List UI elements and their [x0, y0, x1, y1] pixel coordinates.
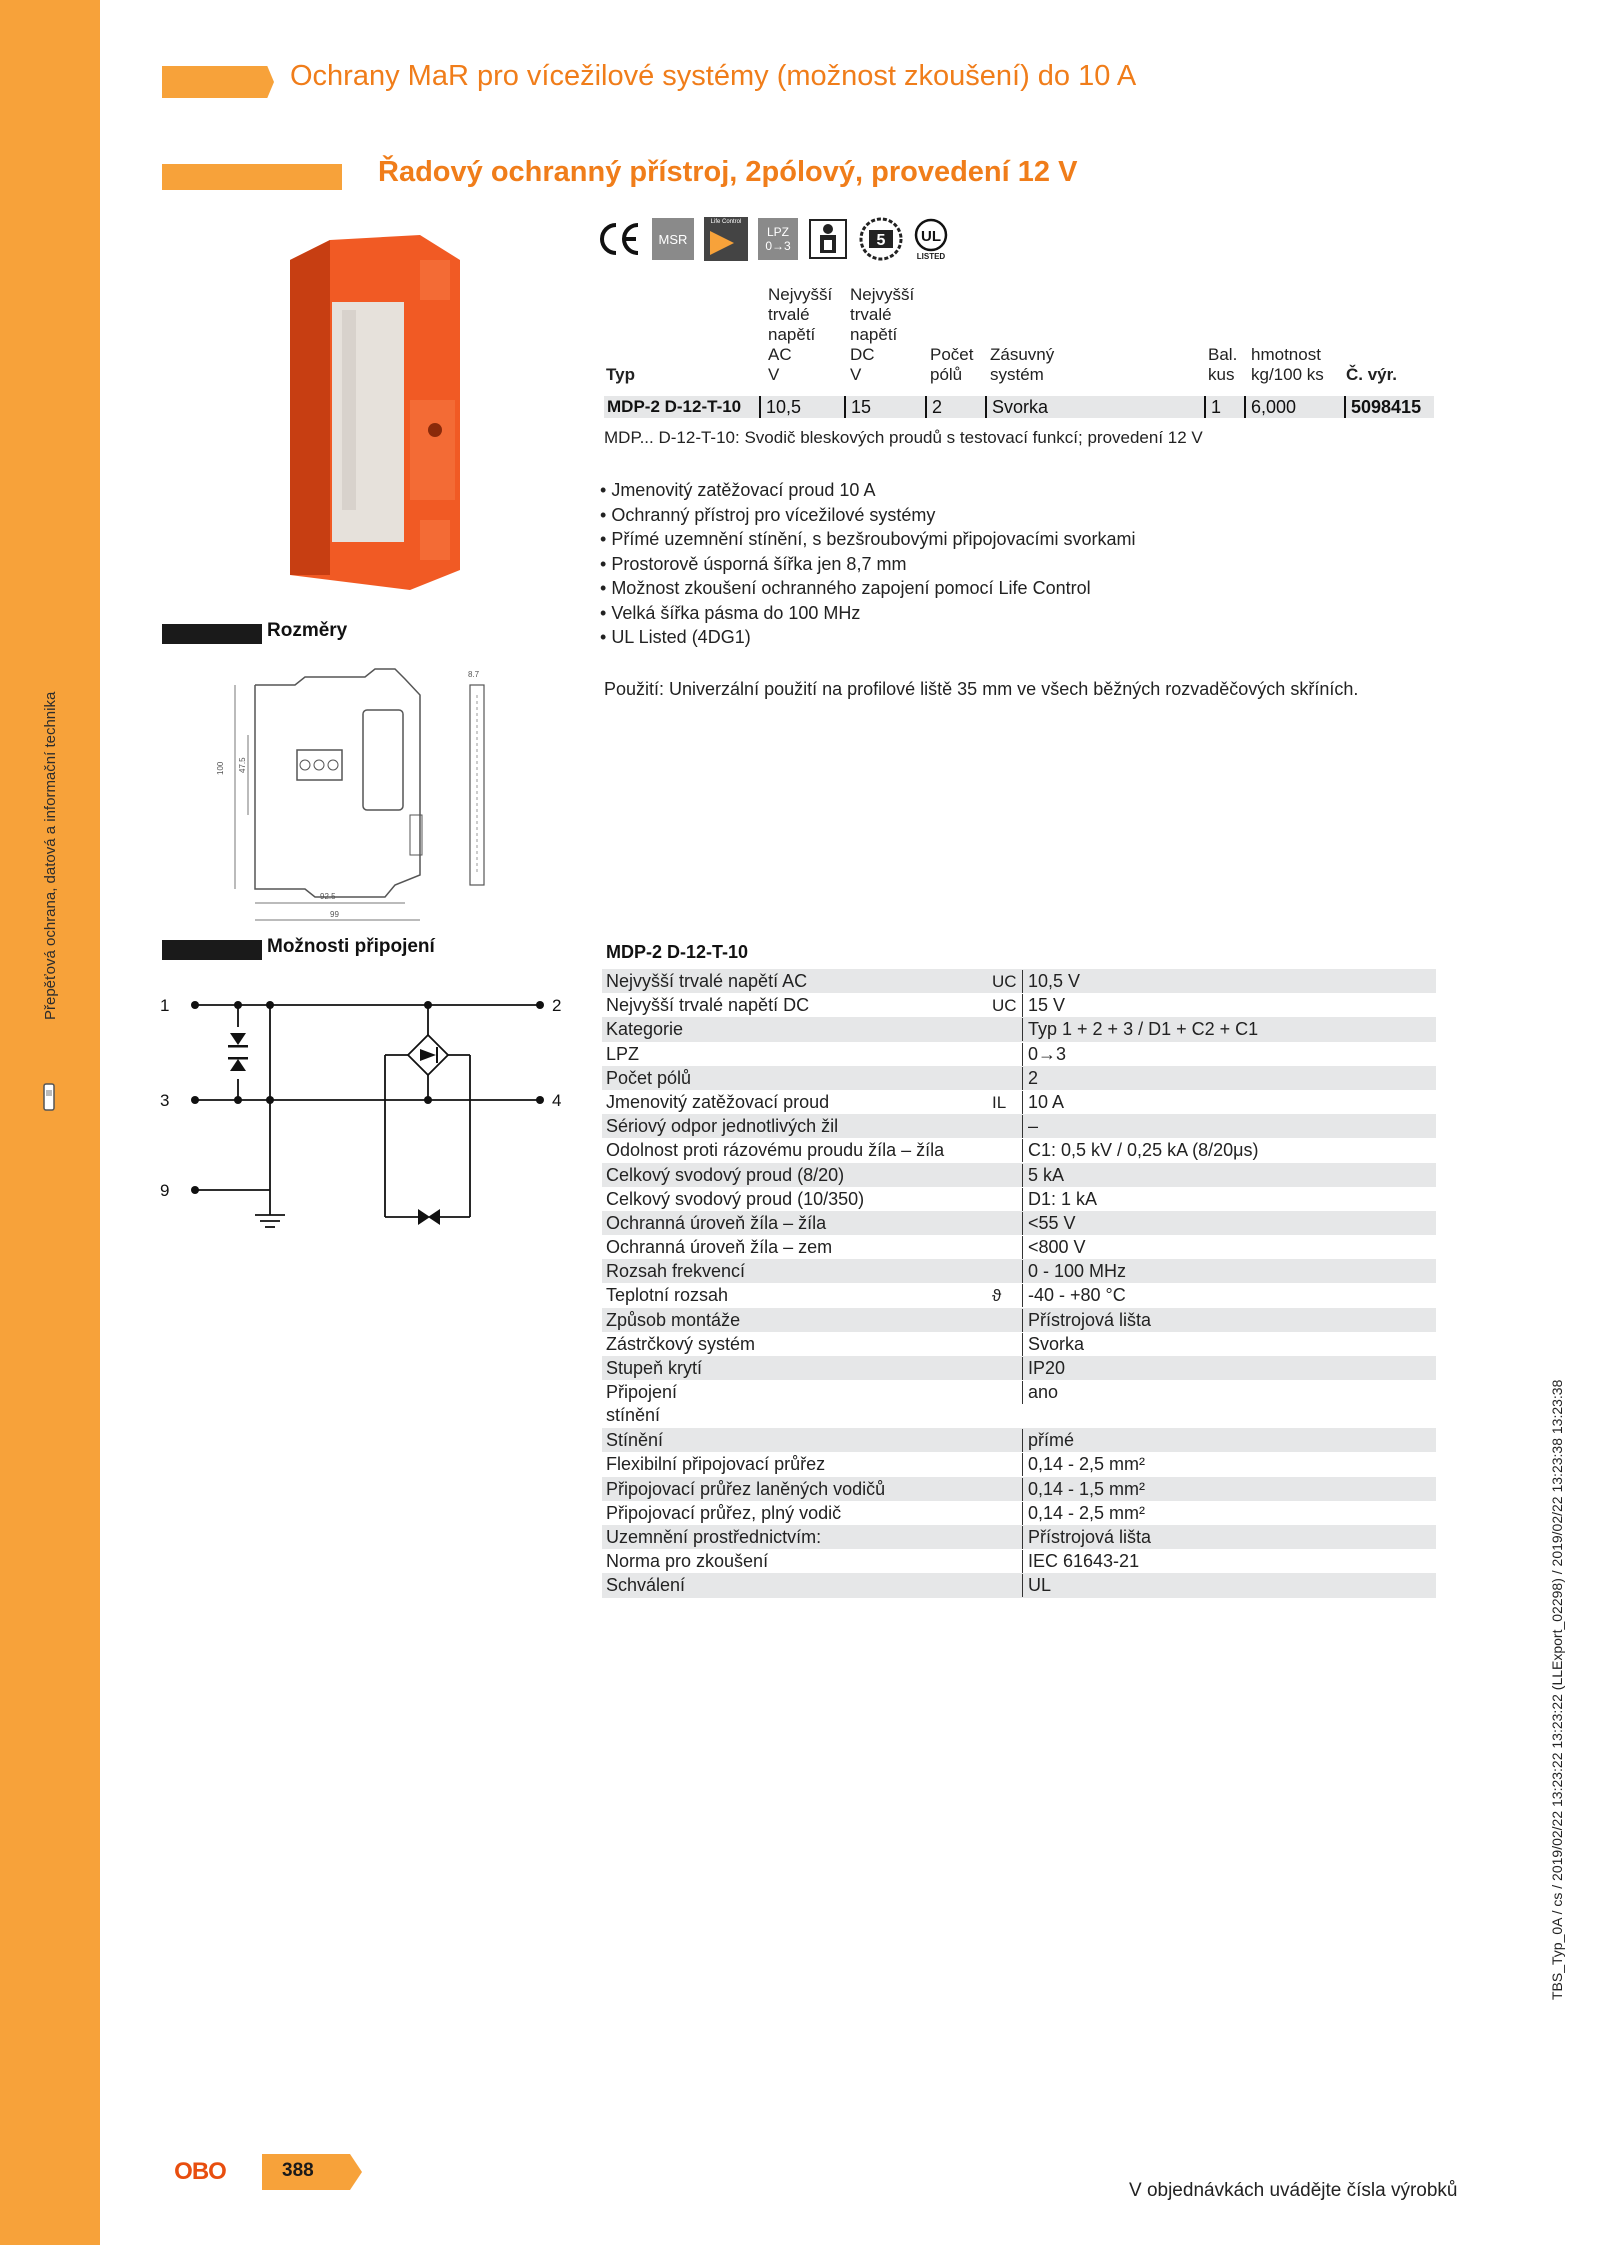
table-row — [602, 1017, 1436, 1041]
row-value: Přístrojová lišta — [1022, 1309, 1151, 1332]
row-symbol: UC — [992, 972, 1017, 991]
table-row — [602, 1187, 1436, 1211]
row-label: Teplotní rozsah — [606, 1285, 729, 1306]
feature-item: • Velká šířka pásma do 100 MHz — [600, 602, 861, 623]
certification-icons — [596, 215, 948, 263]
spec-header-typ: Typ — [606, 365, 635, 384]
terminal-9: 9 — [160, 1181, 170, 1200]
row-label: Kategorie — [606, 1019, 684, 1040]
table-row — [602, 1332, 1436, 1356]
spec-cell-article: 5098415 — [1344, 396, 1421, 418]
table-row — [602, 1235, 1436, 1259]
row-label: Nejvyšší trvalé napětí DC — [606, 995, 810, 1016]
dim-label-height: 100 — [216, 761, 225, 775]
row-label: Ochranná úroveň žíla – zem — [606, 1237, 833, 1258]
row-label: Schválení — [606, 1575, 686, 1596]
spec-cell-plug: Svorka — [985, 396, 1048, 418]
table-row — [602, 1549, 1436, 1573]
ce-mark-icon — [596, 221, 642, 257]
table-row — [602, 969, 1436, 993]
life-control-label: Life Control — [710, 219, 742, 225]
product-table-title: MDP-2 D-12-T-10 — [606, 942, 749, 962]
row-value: 0,14 - 1,5 mm² — [1022, 1478, 1145, 1501]
table-row — [602, 1066, 1436, 1090]
table-row — [602, 1501, 1436, 1525]
table-row — [602, 1308, 1436, 1332]
row-value: 5 kA — [1022, 1164, 1064, 1187]
feature-item: • Možnost zkoušení ochranného zapojení pomocí Life Control — [600, 578, 1091, 598]
row-label: Rozsah frekvencí — [606, 1261, 746, 1282]
row-label: Ochranná úroveň žíla – žíla — [606, 1212, 827, 1233]
footer-note: V objednávkách uvádějte čísla výrobků — [1129, 2180, 1458, 2201]
spec-header-weight-text: hmotnost kg/100 ks — [1251, 345, 1324, 384]
row-value: D1: 1 kA — [1022, 1188, 1097, 1211]
page-number: 388 — [282, 2160, 314, 2181]
logo-text: OBO — [174, 2158, 226, 2185]
table-row — [602, 1114, 1436, 1138]
row-value: 0→3 — [1022, 1043, 1066, 1066]
table-row — [602, 1211, 1436, 1235]
row-value: <55 V — [1022, 1212, 1076, 1235]
spec-header-weight — [1251, 345, 1324, 385]
export-info-text: TBS_Typ_0A / cs / 2019/02/22 13:23:22 13:23:22 (LLExport_02298) / 2019/02/22 13:23:38 13:23:38 — [1549, 1379, 1565, 2000]
circuit-diagram — [160, 985, 580, 1235]
row-label: Stínění — [606, 1430, 664, 1451]
feature-item: • Prostorově úsporná šířka jen 8,7 mm — [600, 553, 907, 574]
spec-header-bal-text: Bal. kus — [1208, 345, 1238, 384]
life-control-icon — [704, 217, 748, 261]
table-row — [602, 1283, 1436, 1307]
terminal-2: 2 — [552, 996, 562, 1015]
row-symbol: UC — [992, 996, 1017, 1016]
row-label: Uzemnění prostřednictvím: — [606, 1526, 822, 1547]
row-value: 0,14 - 2,5 mm² — [1022, 1453, 1145, 1476]
table-row — [602, 1573, 1436, 1597]
lpz-top: LPZ — [766, 225, 789, 239]
table-row — [602, 1477, 1436, 1501]
spec-header-ac-text: Nejvyšší trvalé napětí AC V — [768, 285, 833, 384]
row-label: Připojovací průřez, plný vodič — [606, 1502, 842, 1523]
row-label: Celkový svodový proud (10/350) — [606, 1188, 865, 1209]
terminal-1: 1 — [160, 996, 170, 1015]
svg-text:5: 5 — [876, 232, 886, 249]
row-value: UL — [1022, 1574, 1051, 1597]
usage-text: Použití: Univerzální použití na profilové liště 35 mm ve všech běžných rozvaděčových skříních. — [604, 679, 1359, 699]
feature-item: • Přímé uzemnění stínění, s bezšroubovými připojovacími svorkami — [600, 529, 1136, 549]
obo-logo — [160, 2155, 240, 2185]
spec-cell-weight: 6,000 — [1244, 396, 1296, 418]
row-label: Jmenovitý zatěžovací proud — [606, 1091, 830, 1112]
row-label: Nejvyšší trvalé napětí AC — [606, 971, 808, 991]
row-label: Sériový odpor jednotlivých žil — [606, 1116, 839, 1137]
product-data-table — [602, 969, 1436, 1598]
spec-header-dc — [850, 285, 914, 385]
dim-label-depth2: 99 — [330, 910, 339, 919]
spec-cell-poles: 2 — [925, 396, 942, 418]
row-value: 0,14 - 2,5 mm² — [1022, 1502, 1145, 1525]
row-value: přímé — [1022, 1429, 1074, 1452]
ul-listed-label: LISTED — [916, 251, 946, 261]
installer-person-icon — [808, 218, 848, 260]
row-value: 10 A — [1022, 1091, 1064, 1114]
row-label: Počet pólů — [606, 1067, 692, 1088]
row-value: 2 — [1022, 1067, 1038, 1090]
table-row — [602, 1042, 1436, 1066]
row-value: 10,5 V — [1022, 970, 1080, 993]
row-label: Způsob montáže — [606, 1309, 741, 1330]
dim-label-height2: 47.5 — [238, 757, 247, 773]
product-image — [270, 230, 470, 600]
lpz-icon — [758, 218, 798, 260]
spec-header-poles-text: Počet pólů — [930, 345, 974, 384]
table-row — [602, 1259, 1436, 1283]
sidebar — [0, 0, 100, 2245]
dimensions-section-bar — [162, 624, 262, 644]
dimension-drawing — [215, 665, 515, 935]
row-value: 0 - 100 MHz — [1022, 1260, 1126, 1283]
row-label: Připojení stínění — [606, 1382, 678, 1426]
spec-header-ac — [768, 285, 832, 385]
row-value: Svorka — [1022, 1333, 1084, 1356]
spec-cell-bal: 1 — [1204, 396, 1221, 418]
table-row — [602, 1090, 1436, 1114]
page-title: Ochrany MaR pro vícežilové systémy (možnost zkoušení) do 10 A — [290, 60, 1137, 92]
svg-text:UL: UL — [921, 227, 941, 245]
sidebar-category-text: Přepěťová ochrana, datová a informační technika — [42, 691, 59, 1020]
row-value: IEC 61643-21 — [1022, 1550, 1139, 1573]
row-label: Stupeň krytí — [606, 1358, 703, 1378]
row-value: -40 - +80 °C — [1022, 1284, 1126, 1307]
table-row — [602, 1525, 1436, 1549]
feature-list — [600, 478, 1136, 650]
row-value: IP20 — [1022, 1357, 1065, 1380]
table-row — [602, 993, 1436, 1017]
row-label: LPZ — [606, 1043, 640, 1064]
row-label: Odolnost proti rázovému proudu žíla – žíla — [606, 1140, 945, 1161]
row-value: Přístrojová lišta — [1022, 1526, 1151, 1549]
row-value: C1: 0,5 kV / 0,25 kA (8/20μs) — [1022, 1139, 1258, 1162]
ul-listed-icon — [914, 218, 948, 261]
table-row — [602, 1452, 1436, 1476]
feature-item: • UL Listed (4DG1) — [600, 627, 751, 647]
table-row — [602, 1428, 1436, 1452]
row-value: Typ 1 + 2 + 3 / D1 + C2 + C1 — [1022, 1018, 1258, 1041]
spec-header-dc-text: Nejvyšší trvalé napětí DC V — [850, 285, 915, 384]
row-label: Flexibilní připojovací průřez — [606, 1454, 826, 1475]
row-value: 15 V — [1022, 994, 1065, 1017]
row-value: ano — [1022, 1381, 1058, 1404]
table-row — [602, 1163, 1436, 1187]
header-accent-bar — [162, 66, 274, 98]
spec-header-poles — [930, 345, 973, 385]
dim-label-depth1: 92.5 — [320, 892, 336, 901]
dim-label-width: 8.7 — [468, 670, 480, 679]
product-description: MDP... D-12-T-10: Svodič bleskových proudů s testovací funkcí; provedení 12 V — [604, 428, 1203, 447]
terminal-3: 3 — [160, 1091, 170, 1110]
dimensions-section-title: Rozměry — [267, 620, 348, 641]
connection-section-bar — [162, 940, 262, 960]
feature-item: • Jmenovitý zatěžovací proud 10 A — [600, 480, 876, 500]
spec-header-article: Č. výr. — [1346, 365, 1398, 384]
spec-cell-typ: MDP-2 D-12-T-10 — [607, 397, 742, 416]
row-symbol: ϑ — [992, 1286, 1002, 1306]
msr-icon: MSR — [652, 218, 694, 260]
spec-header-plug-text: Zásuvný systém — [990, 345, 1055, 384]
five-year-warranty-icon — [858, 216, 904, 262]
row-value: <800 V — [1022, 1236, 1086, 1259]
feature-item: • Ochranný přístroj pro vícežilové systémy — [600, 504, 936, 525]
row-label: Připojovací průřez laněných vodičů — [606, 1478, 886, 1499]
row-label: Zástrčkový systém — [606, 1333, 756, 1354]
spec-header-plug — [990, 345, 1054, 385]
category-device-icon — [42, 1082, 56, 1112]
subtitle-accent-bar — [162, 164, 342, 190]
spec-data-row — [604, 396, 1434, 418]
spec-header-bal — [1208, 345, 1237, 385]
table-row — [602, 1138, 1436, 1162]
row-label: Norma pro zkoušení — [606, 1551, 769, 1572]
row-value: – — [1022, 1115, 1038, 1138]
spec-cell-dc: 15 — [844, 396, 871, 418]
row-label: Celkový svodový proud (8/20) — [606, 1164, 845, 1185]
product-title: Řadový ochranný přístroj, 2pólový, provedení 12 V — [378, 156, 1078, 188]
connection-section-title: Možnosti připojení — [267, 936, 435, 957]
terminal-4: 4 — [552, 1091, 562, 1110]
table-row — [602, 1380, 1436, 1428]
spec-cell-ac: 10,5 — [759, 396, 801, 418]
table-row — [602, 1356, 1436, 1380]
lpz-bottom: 0→3 — [765, 239, 791, 253]
row-symbol: IL — [992, 1092, 1007, 1112]
